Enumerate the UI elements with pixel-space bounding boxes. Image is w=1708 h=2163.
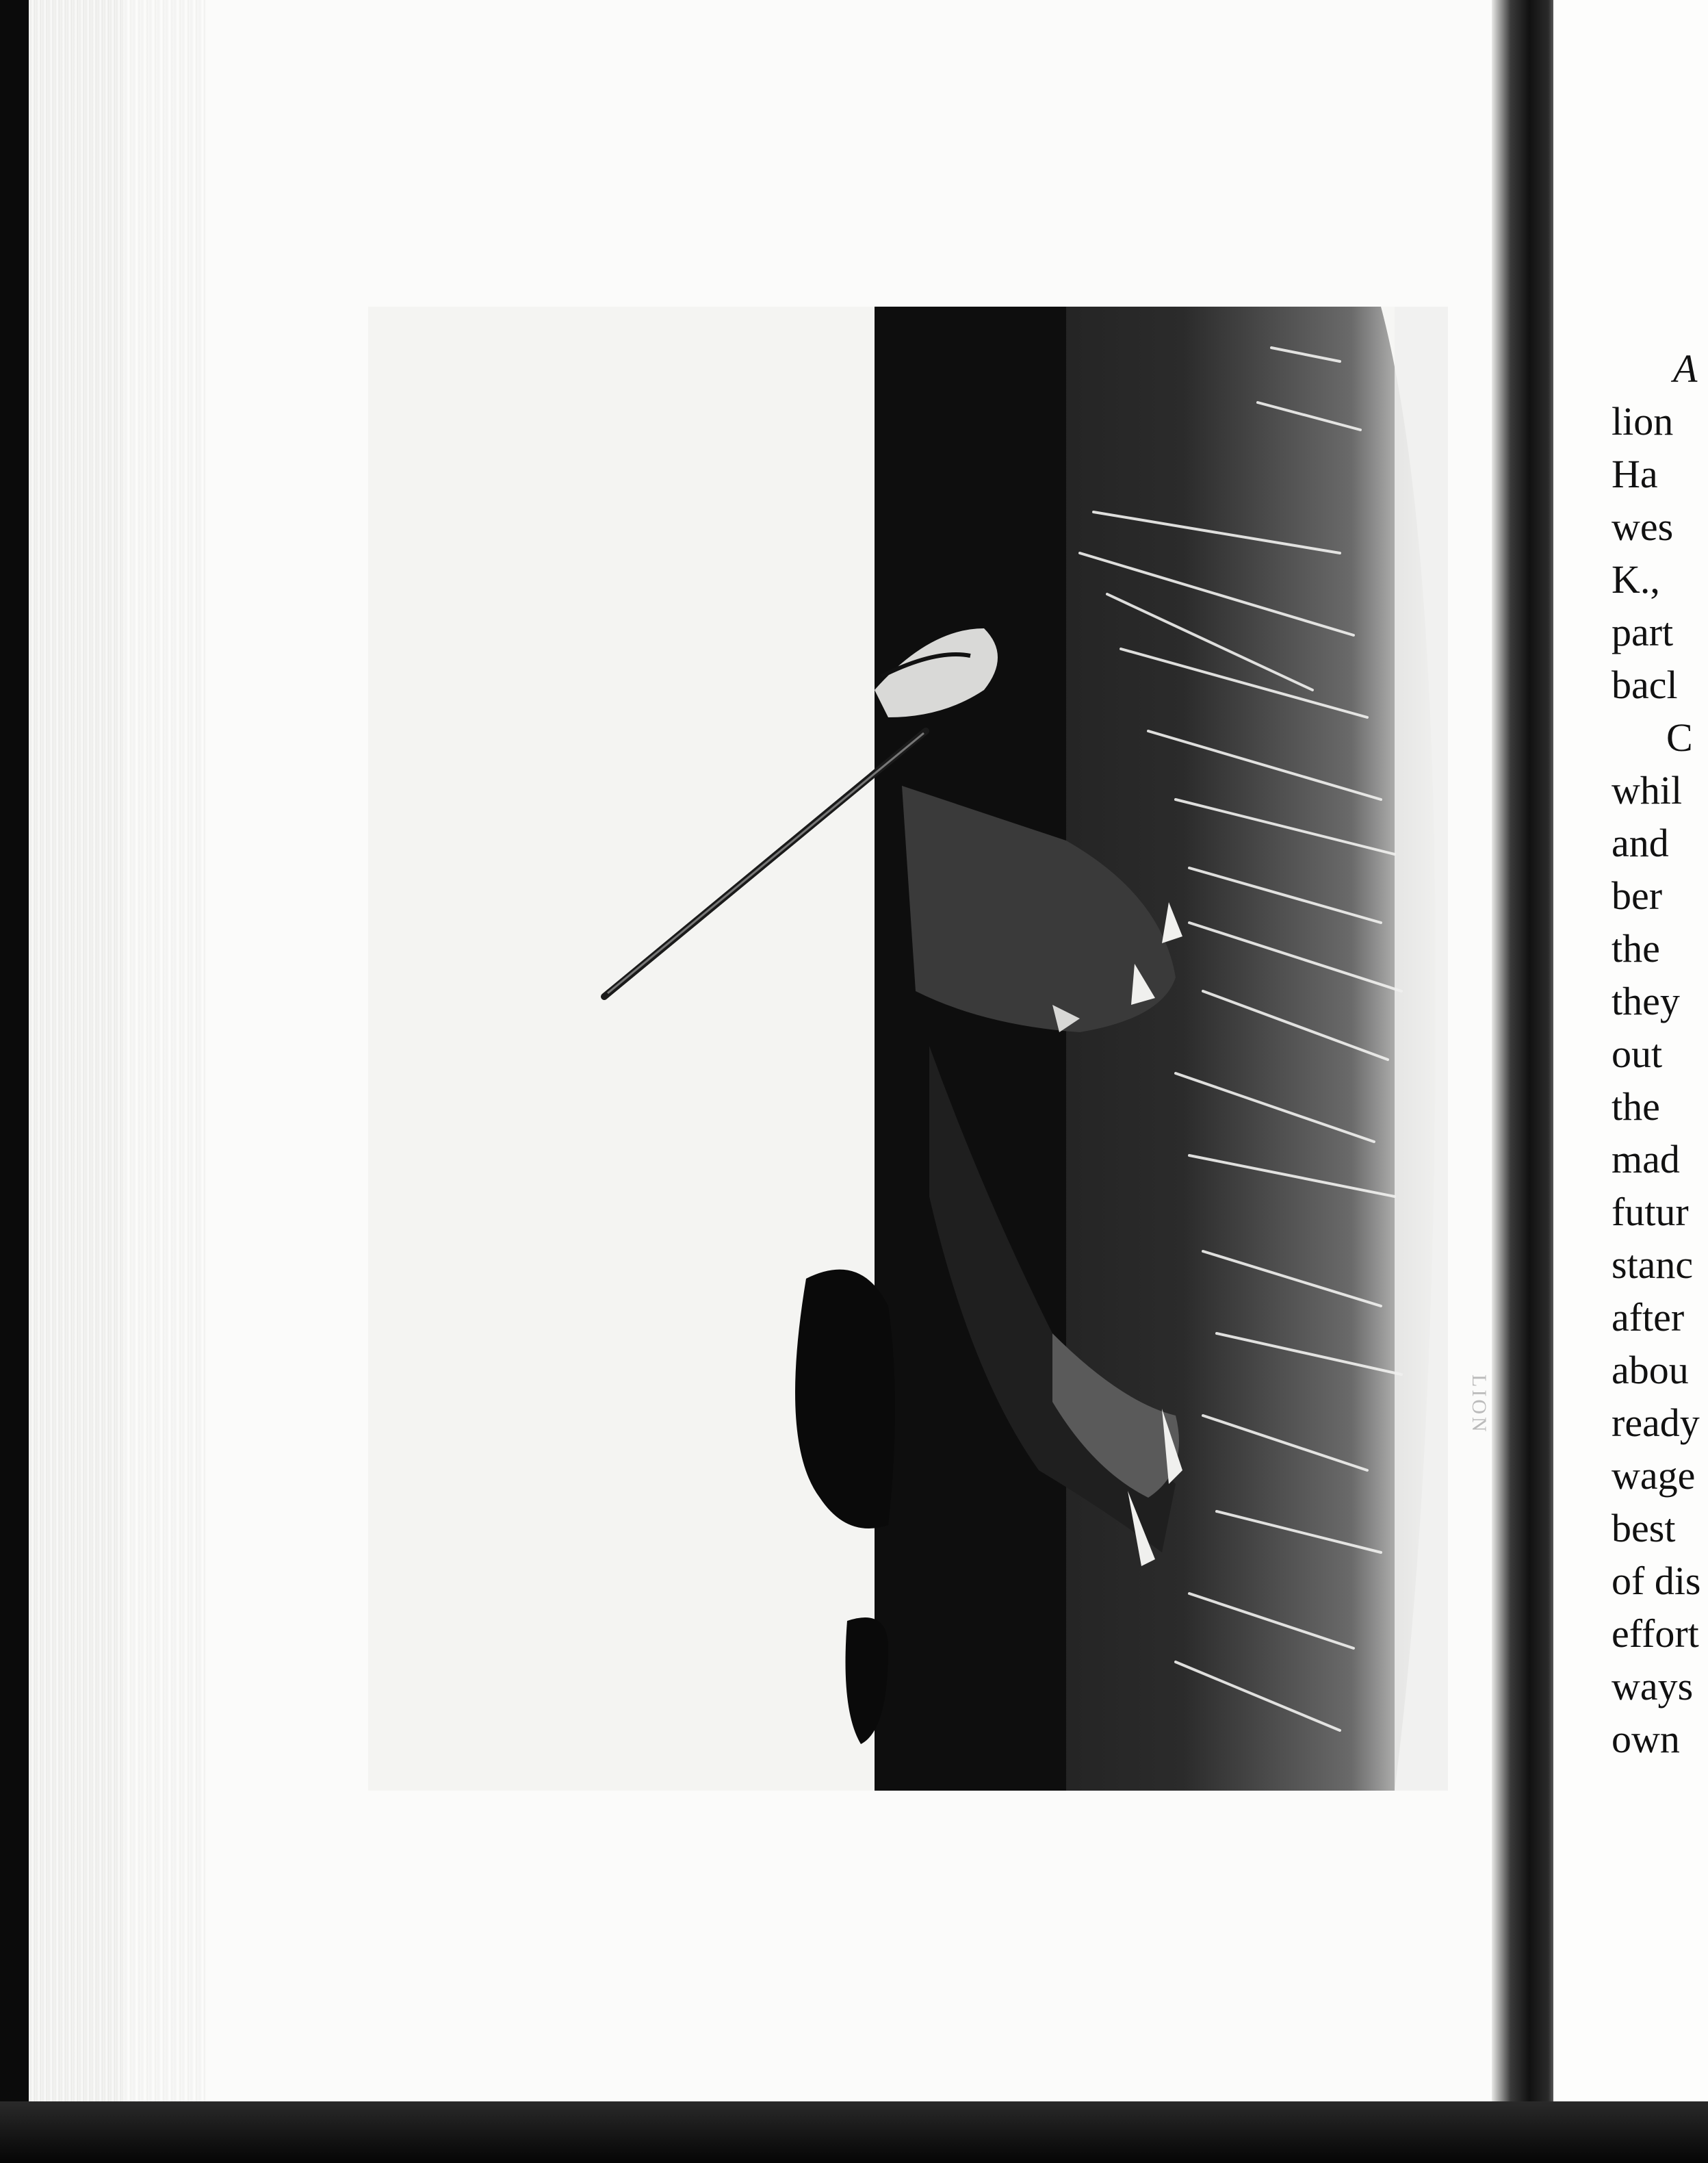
text-line: ready: [1612, 1400, 1700, 1445]
text-line: of dis: [1612, 1559, 1701, 1603]
right-page-text: [1612, 342, 1708, 1765]
photo-plate: [368, 307, 1490, 1791]
text-line: own: [1612, 1717, 1680, 1761]
page-block-edges: [29, 0, 125, 2122]
text-line: lion: [1612, 399, 1674, 444]
text-line: part: [1612, 610, 1674, 654]
text-line: effort: [1612, 1611, 1699, 1656]
text-line: mad: [1612, 1137, 1680, 1181]
text-line: the: [1612, 1084, 1660, 1129]
text-line: futur: [1612, 1190, 1689, 1234]
text-line: bacl: [1612, 663, 1678, 707]
text-line: and: [1612, 821, 1669, 865]
text-line: best: [1612, 1506, 1676, 1550]
text-line: abou: [1612, 1348, 1689, 1392]
text-line: ways: [1612, 1664, 1694, 1708]
lion-photograph: [368, 307, 1448, 1791]
text-line: wage: [1612, 1453, 1696, 1498]
text-line: K.,: [1612, 557, 1660, 602]
text-line: Ha: [1612, 452, 1658, 496]
plate-spine-label: LION: [1468, 1374, 1490, 1435]
bottom-shadow: [0, 2101, 1708, 2163]
text-line: wes: [1612, 504, 1674, 549]
text-line: A: [1673, 346, 1698, 391]
text-line: they: [1612, 979, 1680, 1023]
text-line: ber: [1612, 873, 1663, 918]
text-line: after: [1612, 1295, 1685, 1340]
text-line: C: [1666, 715, 1693, 760]
text-line: the: [1612, 926, 1660, 971]
text-line: out: [1612, 1032, 1663, 1076]
text-line: whil: [1612, 768, 1683, 812]
text-line: stanc: [1612, 1242, 1694, 1287]
